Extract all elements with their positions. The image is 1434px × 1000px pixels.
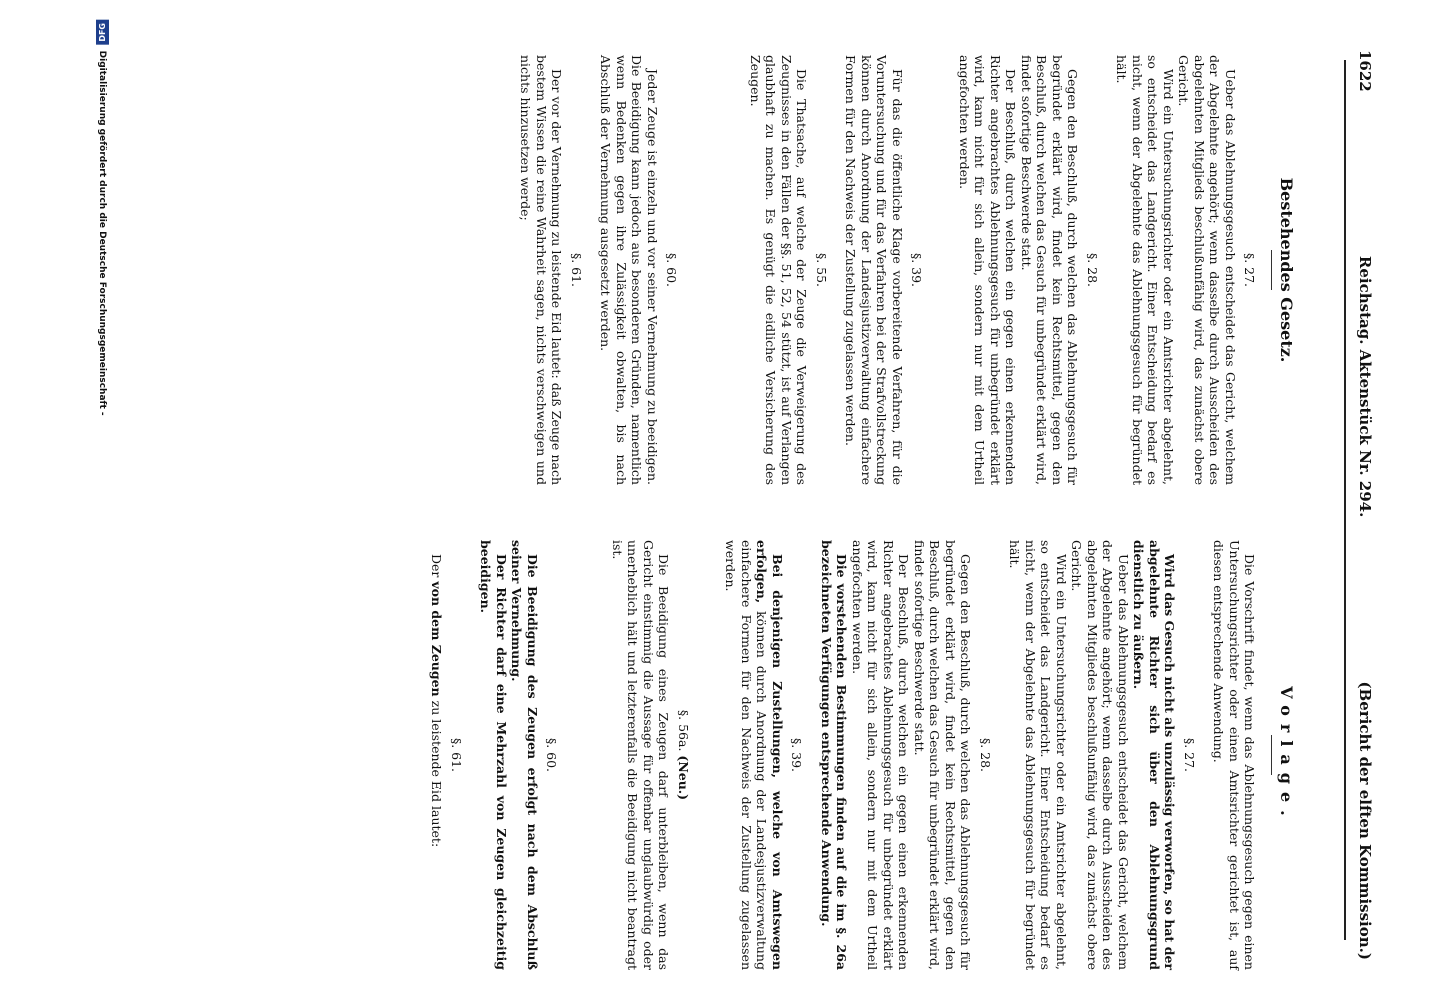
paragraph: Die Thatsache, auf welche der Zeuge die Verweigerung des Zeugnisses in den Fällen der §§. 51, 52, 54 stützt, ist auf Verlangen glaubhaft zu machen. Es genügt die eidliche Versicherung des Zeugen. xyxy=(748,55,810,485)
dfg-logo: DFG xyxy=(96,20,109,45)
paragraph: Wird ein Untersuchungsrichter oder ein Amtsrichter abgelehnt, so entscheidet das Landgericht. Einer Entscheidung bedarf es nicht, wenn der Abgelehnte das Ablehnungsgesuch für begründet hält. xyxy=(1007,540,1069,970)
column-title: Bestehendes Gesetz. xyxy=(1277,177,1296,363)
proposal-column xyxy=(429,540,1294,970)
section-heading: §. 28. xyxy=(1085,252,1100,288)
report-note: (Bericht der elften Kommission.) xyxy=(1356,681,1374,960)
publication-title: Reichstag. Aktenstück Nr. 294. xyxy=(1356,255,1374,518)
column-title: Vorlage. xyxy=(1277,686,1296,824)
paragraph: Jeder Zeuge ist einzeln und vor seiner Vernehmung zu beeidigen. Die Beeidigung kann jedoch aus besonderen Gründen, namentlich wenn Bedenken gegen ihre Zulässigkeit obwalten, bis nach Abschluß der Vernehmung ausgesetzt werden. xyxy=(598,55,660,485)
header-rule xyxy=(1344,60,1346,940)
paragraph: Ueber das Ablehnungsgesuch entscheidet das Gericht, welchem der Abgelehnte angehört; wenn dasselbe durch Ausscheiden des abgelehnten Mitgliedes beschlußunfähig wird, das zunächst obere Gericht. xyxy=(1069,540,1131,970)
section-heading: §. 28. xyxy=(978,737,993,773)
paragraph: Gegen den Beschluß, durch welchen das Ablehnungsgesuch für begründet erklärt wird, findet kein Rechtsmittel, gegen den Beschluß, durch welchen das Gesuch für unbegründet erklärt wird, findet sofortige Beschwerde statt. xyxy=(912,540,974,970)
section-heading: §. 39. xyxy=(789,737,805,773)
digitization-notice xyxy=(96,20,109,980)
section-heading: §. 27. xyxy=(1182,737,1197,773)
paragraph: Die Beeidigung eines Zeugen darf unterbleiben, wenn das Gericht einstimmig die Aussage für offenbar unglaubwürdig oder unerheblich hält und letzterenfalls die Beeidigung nicht beantragt ist. xyxy=(610,540,672,970)
paragraph: Wird das Gesuch nicht als unzulässig verworfen, so hat der abgelehnte Richter sich über den Ablehnungsgrund dienstlich zu äußern. xyxy=(1131,540,1178,970)
section-heading: §. 27. xyxy=(1242,252,1258,288)
paragraph: Der von dem Zeugen zu leistende Eid lautet: xyxy=(429,554,445,848)
paragraph: Der vor der Vernehmung zu leistende Eid lautet: daß Zeuge nach bestem Wissen die reine Wahrheit sagen, nichts verschweigen und nichts hinzusetzen werde; xyxy=(518,55,565,485)
paragraph: Die Beeidigung des Zeugen erfolgt nach dem Abschluß seiner Vernehmung. xyxy=(509,540,540,970)
digitization-text: Digitalisierung gefördert durch die Deutsche Forschungsgemeinschaft - xyxy=(97,50,108,416)
paragraph: Bei denjenigen Zustellungen, welche von Amtswegen erfolgen, können durch Anordnung der Landesjustizverwaltung einfachere Formen für den Nachweis der Zustellung zugelassen werden. xyxy=(723,540,785,970)
section-heading: §. 39. xyxy=(909,252,925,288)
page-number: 1622 xyxy=(1356,50,1374,92)
section-heading: §. 60. xyxy=(664,252,680,288)
section-heading: §. 61. xyxy=(449,737,464,773)
paragraph: Ueber das Ablehnungsgesuch entscheidet das Gericht, welchem der Abgelehnte angehört; wenn dasselbe durch Ausscheiden des abgelehnten Mitglieds beschlußunfähig wird, das zunächst obere Gericht. xyxy=(1176,55,1238,485)
divider xyxy=(1272,735,1273,775)
section-heading: §. 56a. (Neu.) xyxy=(676,709,691,801)
paragraph: Die Vorschrift findet, wenn das Ablehnungsgesuch gegen einen Untersuchungsrichter oder einen Amtsrichter gerichtet ist, auf diesen entsprechende Anwendung. xyxy=(1211,540,1258,970)
existing-law-column xyxy=(518,55,1294,485)
section-heading: §. 55. xyxy=(814,252,829,288)
paragraph: Die vorstehenden Bestimmungen finden auf die im §. 26a bezeichneten Verfügungen entsprechende Anwendung. xyxy=(819,540,850,970)
paragraph: Der Beschluß, durch welchen ein gegen einen erkennenden Richter angebrachtes Ablehnungsgesuch für unbegründet erklärt wird, kann nicht für sich allein, sondern nur mit dem Urtheil angefochten werden. xyxy=(957,55,1019,485)
section-heading: §. 61. xyxy=(569,252,584,288)
paragraph: Für das die öffentliche Klage vorbereitende Verfahren, für die Voruntersuchung und für das Verfahren bei der Strafvollstreckung können durch Anordnung der Landesjustizverwaltung einfachere Formen für den Nachweis der Zustellung zugelassen werden. xyxy=(843,55,905,485)
paragraph: Der Richter darf eine Mehrzahl von Zeugen gleichzeitig beeidigen. xyxy=(478,540,509,970)
paragraph: Gegen den Beschluß, durch welchen das Ablehnungsgesuch für begründet erklärt wird, findet kein Rechtsmittel, gegen den Beschluß, durch welchen das Gesuch für unbegründet erklärt wird, findet sofortige Beschwerde statt. xyxy=(1019,55,1081,485)
paragraph: Der Beschluß, durch welchen ein gegen einen erkennenden Richter angebrachtes Ablehnungsgesuch für unbegründet erklärt wird, kann nicht für sich allein, sondern nur mit dem Urtheil angefochten werden. xyxy=(850,540,912,970)
section-heading: §. 60. xyxy=(544,737,560,773)
divider xyxy=(1272,250,1273,290)
page-header xyxy=(1356,50,1374,960)
paragraph: Wird ein Untersuchungsrichter oder ein Amtsrichter abgelehnt, so entscheidet das Landgericht. Einer Entscheidung bedarf es nicht, wenn der Abgelehnte das Ablehnungsgesuch für begründet hält. xyxy=(1114,55,1176,485)
